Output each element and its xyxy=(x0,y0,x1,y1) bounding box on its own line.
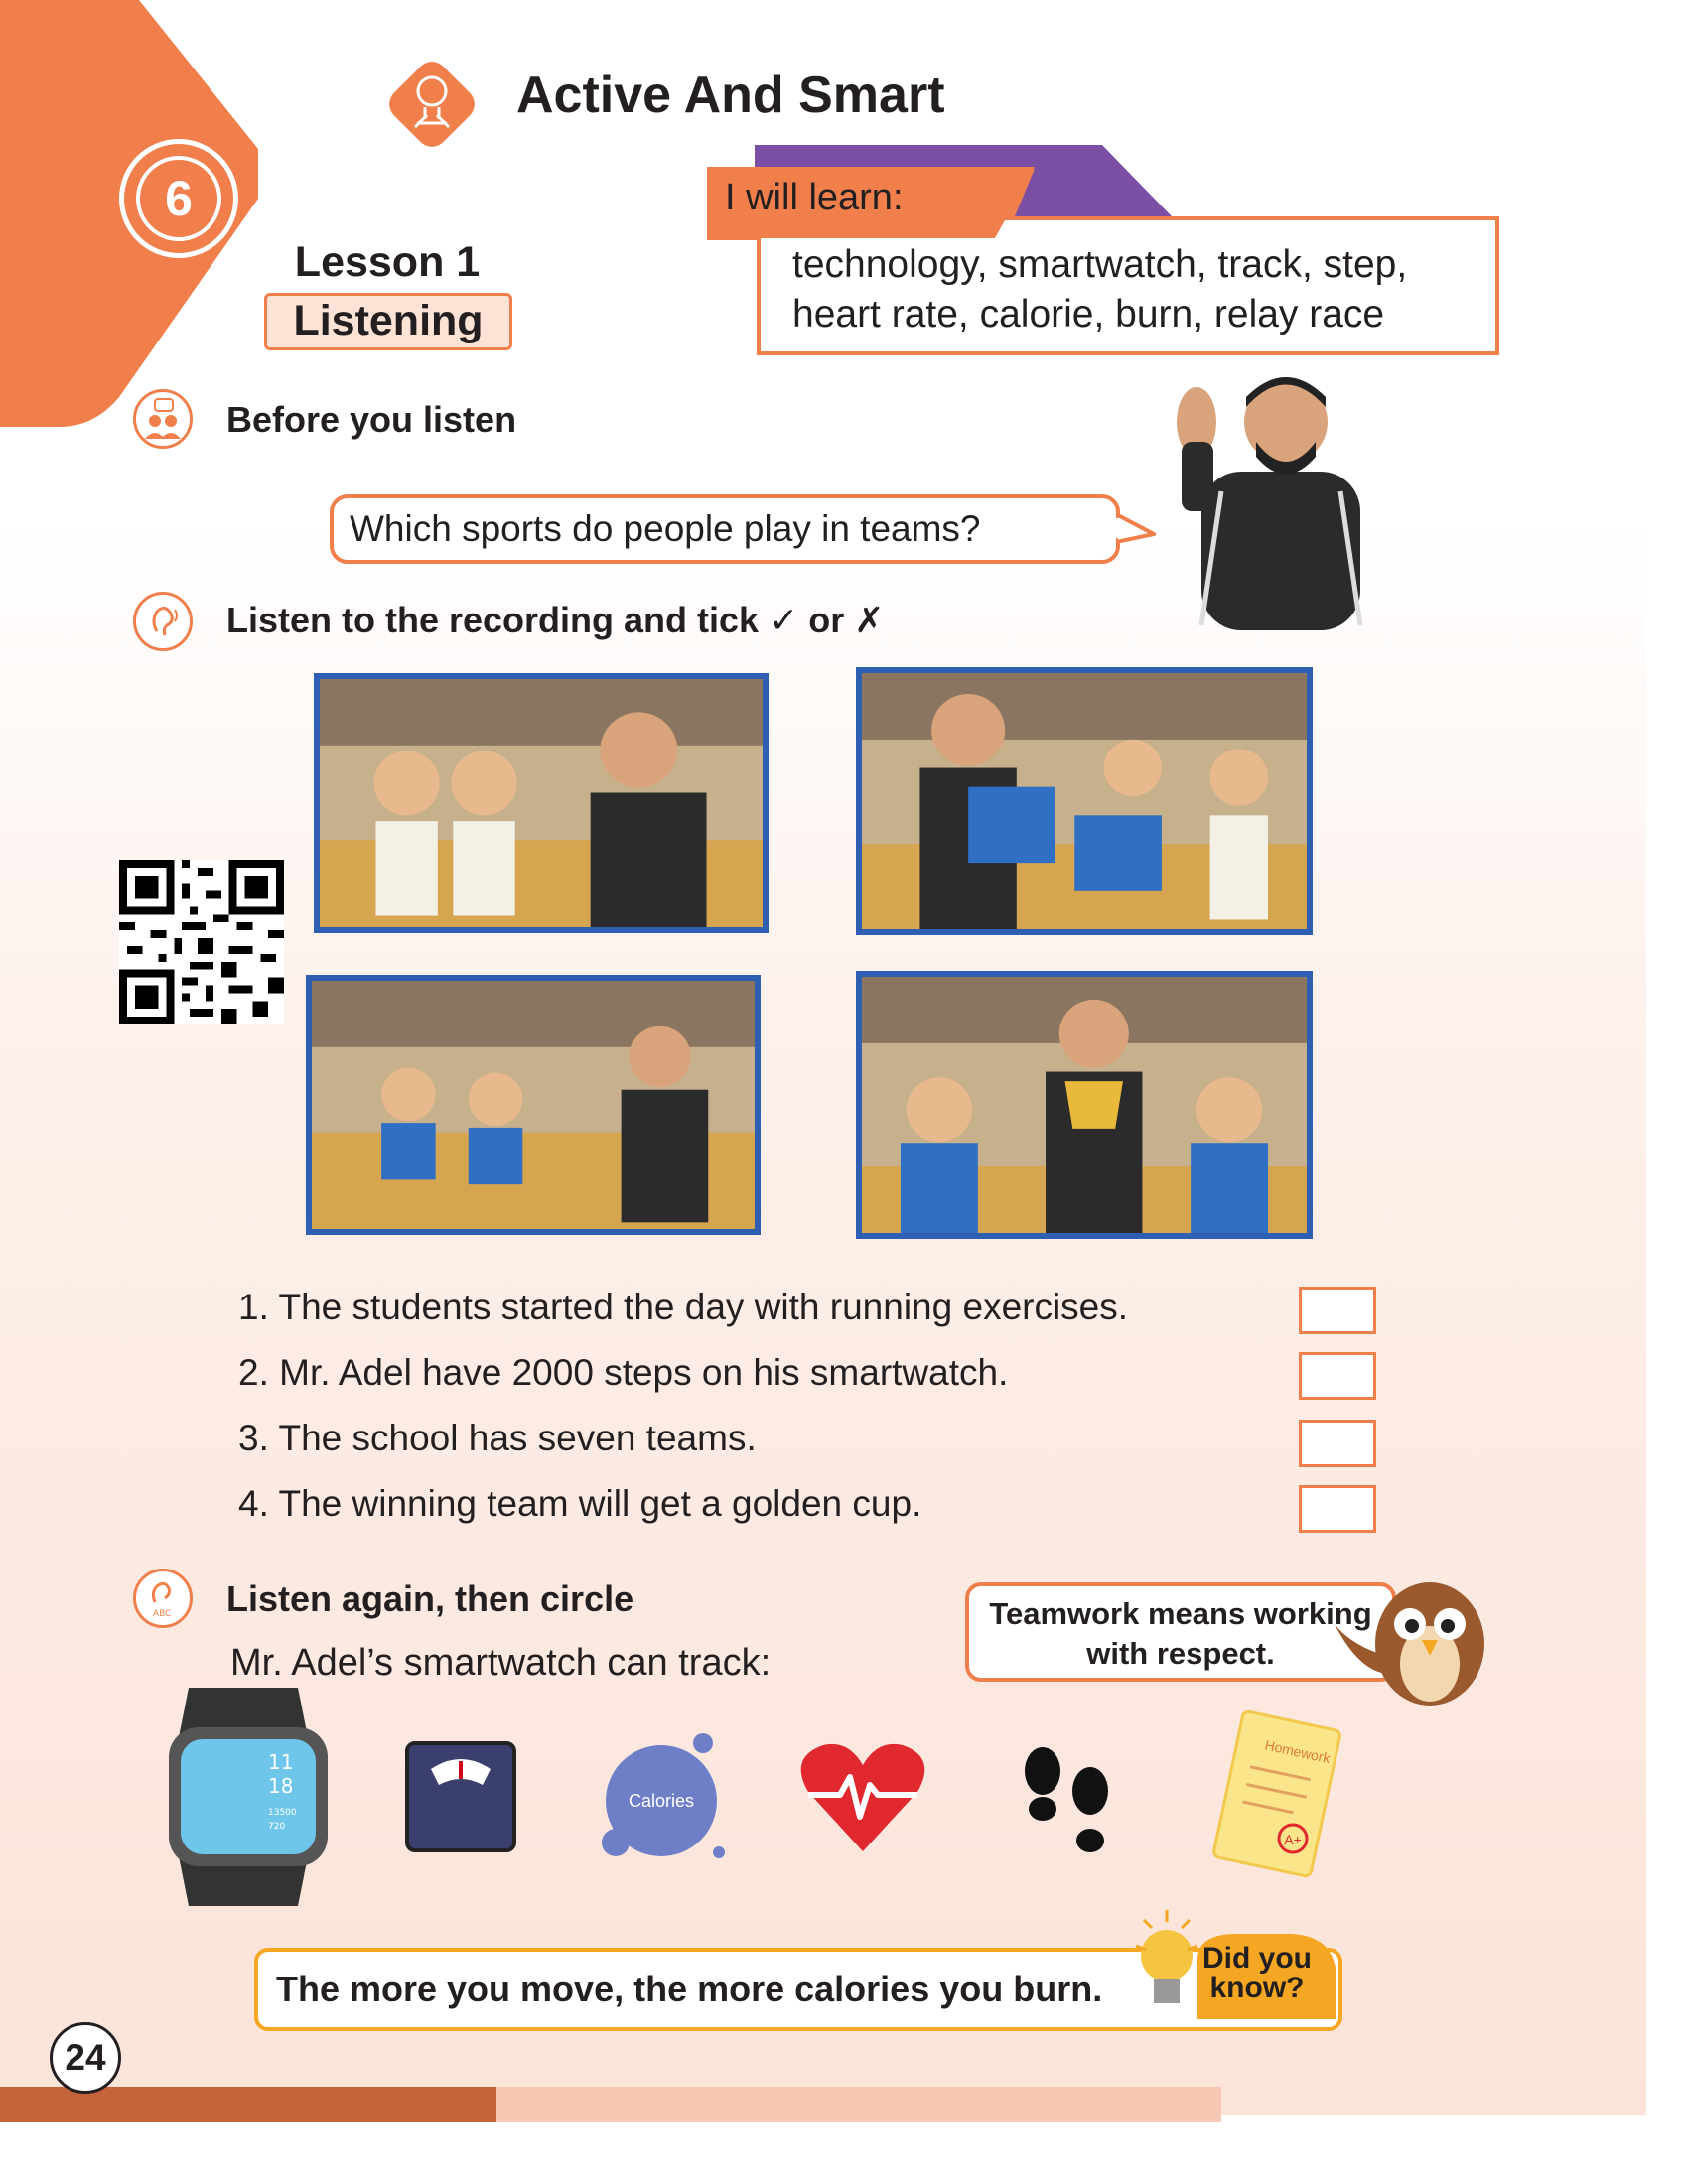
vocabulary-list xyxy=(792,240,1487,340)
did-you-line-2: know? xyxy=(1209,1972,1305,2004)
page-number: 24 xyxy=(50,2022,121,2094)
calories-label: Calories xyxy=(628,1791,695,1811)
listen-again-title: Listen again, then circle xyxy=(226,1578,634,1619)
grade-label: A+ xyxy=(1284,1832,1302,1847)
unit-number-badge xyxy=(119,139,238,258)
question-bubble: Which sports do people play in teams? xyxy=(330,494,1120,564)
unit-number: 6 xyxy=(165,171,193,226)
footer-bar-light xyxy=(477,2087,1221,2122)
owl-mascot-icon xyxy=(1331,1565,1499,1713)
homework-icon[interactable] xyxy=(1207,1709,1346,1878)
vocab-line-1: technology, smartwatch, track, step, xyxy=(792,243,1408,286)
watch-kcal: 720 xyxy=(268,1822,286,1832)
sport-brain-icon xyxy=(377,50,487,159)
discussion-icon xyxy=(133,389,193,449)
photo-golden-cup xyxy=(856,971,1313,1239)
did-you-know-text xyxy=(1197,1944,1317,2003)
teacher-illustration xyxy=(1162,362,1400,630)
photo-relay-race xyxy=(306,975,761,1235)
tip-line-1: Teamwork means working xyxy=(989,1596,1372,1631)
smartwatch-icon[interactable] xyxy=(149,1688,348,1906)
lesson-label: Lesson 1 xyxy=(294,238,481,286)
statement-1: 1. The students started the day with running exercises. xyxy=(238,1287,1129,1327)
statement-4: 4. The winning team will get a golden cup. xyxy=(238,1483,922,1524)
footsteps-icon[interactable] xyxy=(1013,1745,1122,1864)
before-listen-title: Before you listen xyxy=(226,399,517,440)
fact-box: The more you move, the more calories you burn. xyxy=(254,1948,1342,2031)
listen-title: Listen to the recording and tick ✓ or ✗ xyxy=(226,600,885,640)
ear-icon xyxy=(133,592,193,651)
lesson-type-badge: Listening xyxy=(264,293,512,350)
watch-steps: 13500 xyxy=(268,1808,297,1818)
heart-rate-icon[interactable] xyxy=(798,1737,927,1856)
listen-circle-icon xyxy=(133,1569,193,1628)
qr-code[interactable] xyxy=(119,860,284,1024)
bubble-tail xyxy=(1116,510,1156,550)
statement-3: 3. The school has seven teams. xyxy=(238,1418,757,1458)
tick-box-3[interactable] xyxy=(1299,1420,1376,1467)
tick-box-4[interactable] xyxy=(1299,1485,1376,1533)
tick-box-2[interactable] xyxy=(1299,1352,1376,1400)
did-you-line-1: Did you xyxy=(1202,1942,1312,1975)
watch-minute: 18 xyxy=(268,1774,294,1798)
circle-prompt: Mr. Adel’s smartwatch can track: xyxy=(230,1642,772,1684)
calories-icon[interactable] xyxy=(592,1727,731,1866)
watch-hour: 11 xyxy=(268,1750,294,1774)
vocab-line-2: heart rate, calorie, burn, relay race xyxy=(792,293,1385,336)
photo-coach-team-shirts xyxy=(856,667,1313,935)
statement-2: 2. Mr. Adel have 2000 steps on his smartwatch. xyxy=(238,1352,1009,1393)
weight-scale-icon[interactable] xyxy=(403,1739,518,1854)
tip-line-2: with respect. xyxy=(1086,1636,1275,1671)
svg-text:ABC: ABC xyxy=(153,1609,172,1618)
learn-label: I will learn: xyxy=(725,177,904,218)
photo-coach-pointing-watch xyxy=(314,673,769,933)
unit-title: Active And Smart xyxy=(516,67,945,124)
tick-box-1[interactable] xyxy=(1299,1287,1376,1334)
homework-label: Homework xyxy=(1263,1736,1333,1767)
